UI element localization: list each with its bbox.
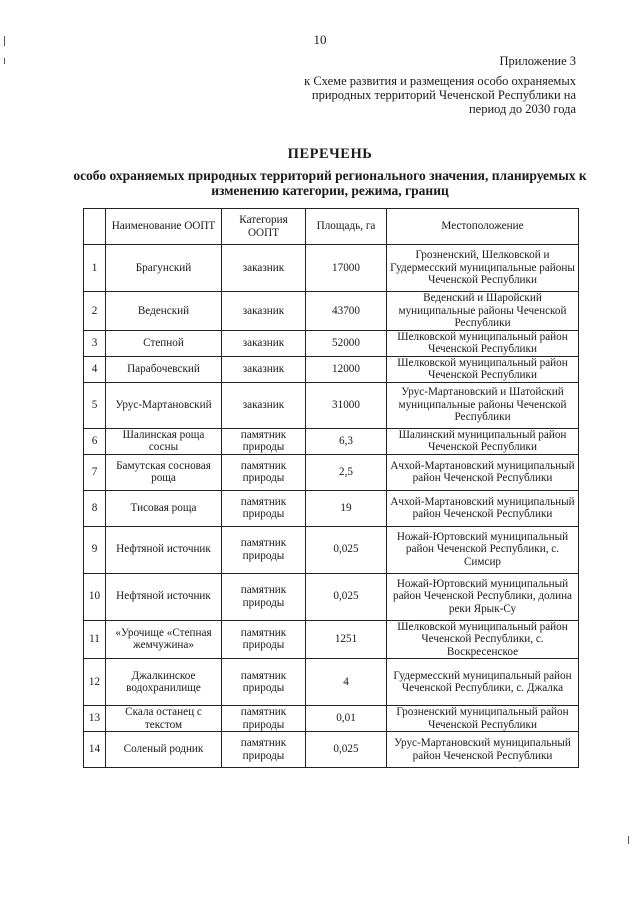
document-title: ПЕРЕЧЕНЬ [287,146,373,162]
row-category: заказник [222,245,306,292]
row-number: 12 [84,659,106,706]
row-area: 1251 [306,620,387,659]
table-row [84,292,579,331]
row-area: 31000 [306,382,387,428]
row-number: 2 [84,292,106,331]
table-header-row [84,209,579,245]
row-category: памятник природы [222,732,306,768]
row-number: 1 [84,245,106,292]
header-area: Площадь, га [306,209,387,245]
row-area: 0,025 [306,526,387,573]
row-name: Брагунский [106,245,222,292]
row-category: памятник природы [222,454,306,490]
title-block [60,146,600,198]
table-row [84,732,579,768]
scan-mark [628,836,629,844]
row-name: Нефтяной источник [106,526,222,573]
row-name: Нефтяной источник [106,573,222,620]
row-name: Тисовая роща [106,490,222,526]
protected-areas-table [83,208,579,768]
row-number: 4 [84,356,106,382]
header-number [84,209,106,245]
row-category: заказник [222,292,306,331]
row-name: Соленый родник [106,732,222,768]
header-category: Категория ООПТ [222,209,306,245]
scan-mark [4,58,5,64]
row-category: памятник природы [222,659,306,706]
row-location: Ножай-Юртовский муниципальный район Чеченской Республики, с. Симсир [387,526,579,573]
row-area: 0,025 [306,732,387,768]
table-row [84,490,579,526]
row-name: Шалинская роща сосны [106,428,222,454]
row-location: Шелковской муниципальный район Чеченской Республики [387,356,579,382]
table-row [84,356,579,382]
row-category: заказник [222,356,306,382]
row-category: памятник природы [222,490,306,526]
table-row [84,526,579,573]
page-number: 10 [313,32,327,47]
table-row [84,330,579,356]
row-category: памятник природы [222,706,306,732]
row-name: Бамутская сосновая роща [106,454,222,490]
table-body [84,245,579,768]
row-category: памятник природы [222,620,306,659]
row-name: Урус-Мартановский [106,382,222,428]
row-number: 7 [84,454,106,490]
row-area: 0,025 [306,573,387,620]
row-area: 19 [306,490,387,526]
row-location: Ножай-Юртовский муниципальный район Чеченской Республики, долина реки Ярык-Су [387,573,579,620]
row-number: 9 [84,526,106,573]
row-name: Джалкинское водохранилище [106,659,222,706]
row-location: Шалинский муниципальный район Чеченской Республики [387,428,579,454]
row-category: заказник [222,330,306,356]
table-row [84,245,579,292]
row-number: 3 [84,330,106,356]
row-location: Урус-Мартановский муниципальный район Чеченской Республики [387,732,579,768]
row-area: 43700 [306,292,387,331]
row-area: 0,01 [306,706,387,732]
table-row [84,428,579,454]
table-row [84,659,579,706]
document-subtitle: особо охраняемых природных территорий регионального значения, планируемых к изменению категории, режима, границ [73,168,587,198]
row-number: 10 [84,573,106,620]
row-location: Урус-Мартановский и Шатойский муниципальные районы Чеченской Республики [387,382,579,428]
row-area: 17000 [306,245,387,292]
row-location: Грозненский, Шелковской и Гудермесский муниципальные районы Чеченской Республики [387,245,579,292]
row-location: Гудермесский муниципальный район Чеченской Республики, с. Джалка [387,659,579,706]
row-area: 52000 [306,330,387,356]
row-number: 13 [84,706,106,732]
row-area: 2,5 [306,454,387,490]
row-number: 11 [84,620,106,659]
header-name: Наименование ООПТ [106,209,222,245]
scan-mark [4,36,5,46]
row-category: памятник природы [222,573,306,620]
row-name: Веденский [106,292,222,331]
table-row [84,706,579,732]
row-category: памятник природы [222,526,306,573]
row-number: 6 [84,428,106,454]
row-area: 12000 [306,356,387,382]
row-number: 8 [84,490,106,526]
row-location: Ачхой-Мартановский муниципальный район Чеченской Республики [387,490,579,526]
appendix-text: к Схеме развития и размещения особо охраняемых природных территорий Чеченской Республики на период до 2030 года [304,74,576,116]
row-category: памятник природы [222,428,306,454]
row-name: «Урочище «Степная жемчужина» [106,620,222,659]
row-name: Скала останец с текстом [106,706,222,732]
row-number: 14 [84,732,106,768]
table-row [84,454,579,490]
row-name: Степной [106,330,222,356]
row-location: Шелковской муниципальный район Чеченской Республики [387,330,579,356]
table-row [84,573,579,620]
table-row [84,620,579,659]
row-location: Шелковской муниципальный район Чеченской Республики, с. Воскресенское [387,620,579,659]
row-location: Грозненский муниципальный район Чеченской Республики [387,706,579,732]
table-row [84,382,579,428]
row-location: Ачхой-Мартановский муниципальный район Чеченской Республики [387,454,579,490]
row-name: Парабочевский [106,356,222,382]
row-area: 4 [306,659,387,706]
row-location: Веденский и Шаройский муниципальные районы Чеченской Республики [387,292,579,331]
row-category: заказник [222,382,306,428]
appendix-label: Приложение 3 [499,54,576,68]
row-number: 5 [84,382,106,428]
header-location: Местоположение [387,209,579,245]
row-area: 6,3 [306,428,387,454]
